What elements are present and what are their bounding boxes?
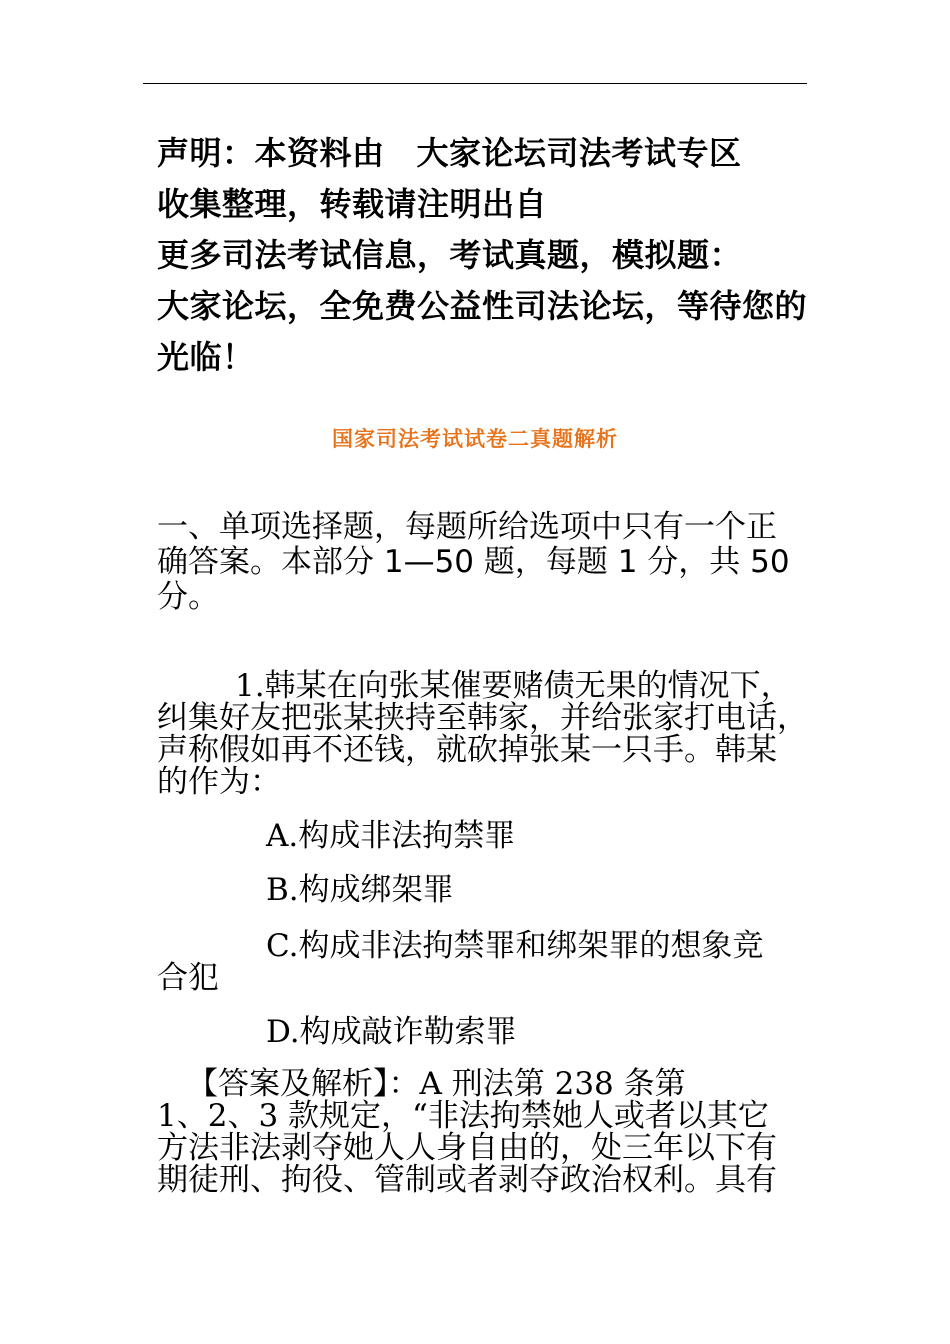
option-a: A.构成非法拘禁罪 bbox=[266, 818, 516, 854]
question-line-4: 的作为： bbox=[157, 764, 281, 800]
answer-line-4: 期徒刑、拘役、管制或者剥夺政治权利。具有 bbox=[157, 1162, 777, 1198]
question-line-2: 纠集好友把张某挟持至韩家，并给张家打电话， bbox=[157, 700, 808, 736]
notice-line-1-part-2: 大家论坛司法考试专区 bbox=[416, 134, 742, 172]
top-divider bbox=[143, 83, 807, 84]
document-title: 国家司法考试试卷二真题解析 bbox=[332, 426, 618, 451]
option-c-continuation: 合犯 bbox=[157, 960, 219, 996]
notice-line-1-part-1: 声明：本资料由 bbox=[157, 134, 385, 172]
question-line-3: 声称假如再不还钱，就砍掉张某一只手。韩某 bbox=[157, 732, 777, 768]
section-heading-line-1: 一、单项选择题，每题所给选项中只有一个正 bbox=[157, 509, 777, 545]
answer-line-1: 【答案及解析】：A 刑法第 238 条第 bbox=[187, 1066, 686, 1102]
notice-line-2: 收集整理，转载请注明出自 bbox=[157, 185, 548, 223]
option-d: D.构成敲诈勒索罪 bbox=[266, 1014, 517, 1050]
notice-line-3: 更多司法考试信息，考试真题，模拟题： bbox=[157, 236, 743, 274]
source-notice bbox=[157, 128, 817, 383]
option-b: B.构成绑架罪 bbox=[266, 872, 454, 908]
notice-line-4: 大家论坛，全免费公益性司法论坛，等待您的 bbox=[157, 287, 808, 325]
answer-line-2: 1、2、3 款规定，“非法拘禁她人或者以其它 bbox=[157, 1098, 769, 1134]
answer-explanation bbox=[157, 1068, 827, 1196]
section-heading-line-2: 确答案。本部分 1—50 题，每题 1 分，共 50 bbox=[157, 544, 790, 580]
notice-line-5: 光临！ bbox=[157, 338, 255, 376]
section-heading bbox=[157, 510, 817, 615]
answer-line-3: 方法非法剥夺她人人身自由的，处三年以下有 bbox=[157, 1130, 777, 1166]
question-1 bbox=[157, 670, 817, 798]
notice-line-1 bbox=[157, 128, 817, 179]
option-c: C.构成非法拘禁罪和绑架罪的想象竞 bbox=[266, 928, 764, 964]
section-heading-line-3: 分。 bbox=[157, 579, 219, 615]
question-line-1: 1.韩某在向张某催要赌债无果的情况下， bbox=[235, 668, 792, 704]
